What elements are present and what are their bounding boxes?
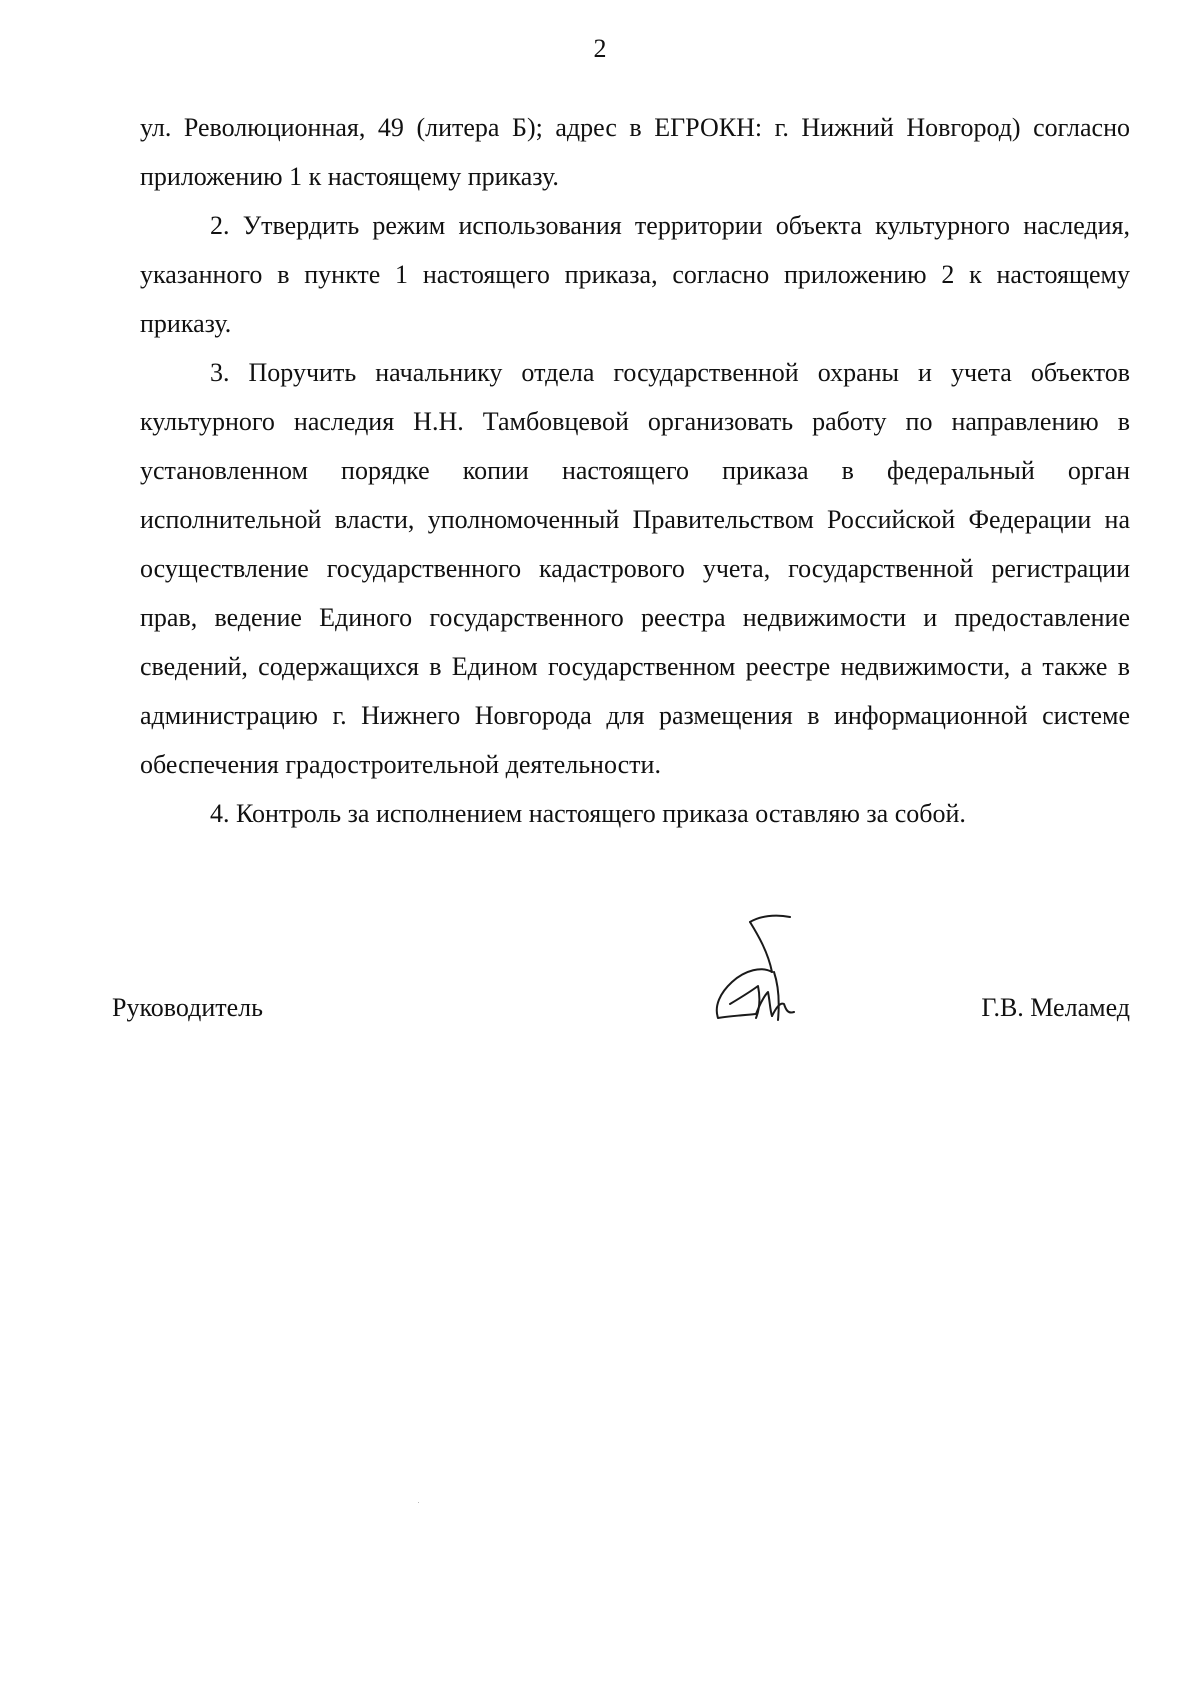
paragraph-item-3: 3. Поручить начальнику отдела государственной охраны и учета объектов культурного наследия Н.Н. Тамбовцевой организовать работу по направлению в установленном порядке копии настоящего приказа в федеральный орган исполнительной власти, уполномоченный Правительством Российской Федерации на осуществление государственного кадастрового учета, государственной регистрации прав, ведение Единого государственного реестра недвижимости и предоставление сведений, содержащихся в Едином государственном реестре недвижимости, а также в администрацию г. Нижнего Новгорода для размещения в информационной системе обеспечения градостроительной деятельности. <box>140 358 1130 779</box>
signatory-position: Руководитель <box>112 993 263 1022</box>
page-number: 2 <box>593 34 607 63</box>
paragraph-item-4: 4. Контроль за исполнением настоящего приказа оставляю за собой. <box>210 799 966 828</box>
scan-artifact <box>418 1502 419 1503</box>
document-body <box>140 103 1130 838</box>
paragraph-continuation: ул. Революционная, 49 (литера Б); адрес в ЕГРОКН: г. Нижний Новгород) согласно приложению 1 к настоящему приказу. <box>140 113 1130 191</box>
paragraph-item-2: 2. Утвердить режим использования территории объекта культурного наследия, указанного в пункте 1 настоящего приказа, согласно приложению 2 к настоящему приказу. <box>140 211 1130 338</box>
signature-block <box>112 990 1130 1026</box>
signatory-name: Г.В. Меламед <box>981 993 1130 1022</box>
